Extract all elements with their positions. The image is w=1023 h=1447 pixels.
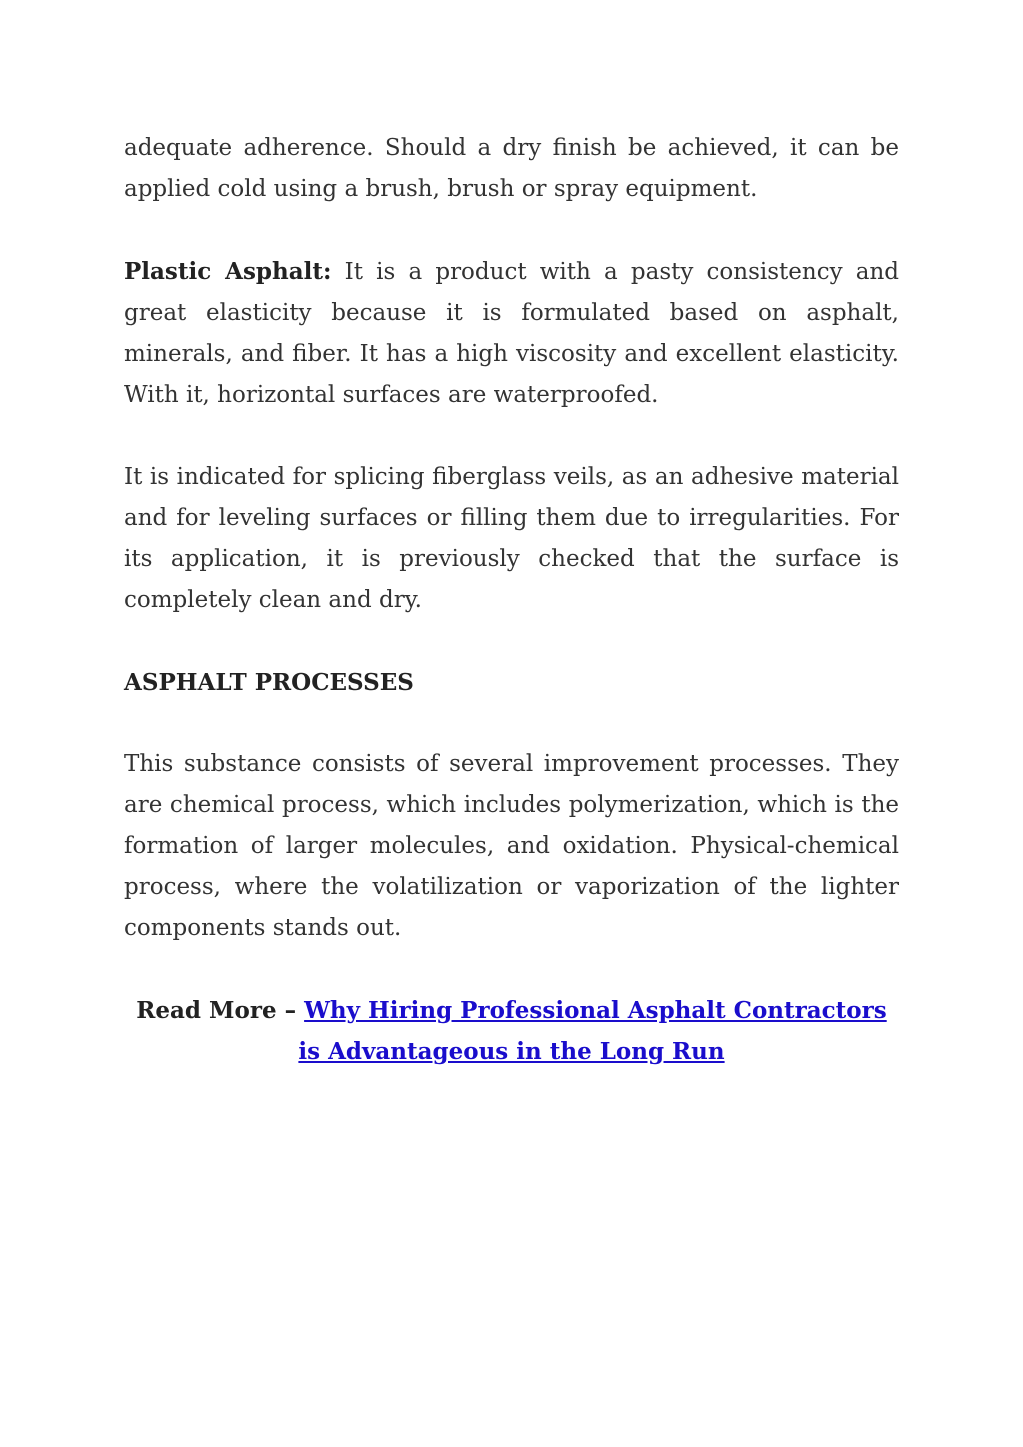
paragraph-processes: This substance consists of several improvement processes. They are chemical process, which includes polymerization, which is the formation of larger molecules, and oxidation. Physical-chemical process, where the volatilization or vaporization of the lighter components stands out. [124,751,899,941]
read-more-label: Read More – [136,997,305,1024]
document-page [124,128,899,1072]
paragraph-indications: It is indicated for splicing fiberglass veils, as an adhesive material and for leveling surfaces or filling them due to irregularities. For its application, it is previously checked that the surface is completely clean and dry. [124,464,899,613]
section-heading: ASPHALT PROCESSES [124,669,414,696]
paragraph-plastic-asphalt [124,251,899,416]
plastic-asphalt-label: Plastic Asphalt: [124,258,332,285]
read-more-link[interactable]: Why Hiring Professional Asphalt Contractors is Advantageous in the Long Run [298,997,887,1065]
plastic-asphalt-text: It is a product with a pasty consistency and great elasticity because it is formulated based on asphalt, minerals, and fiber. It has a high viscosity and excellent elasticity. With it, horizontal surfaces are waterproofed. [124,259,899,408]
read-more [124,990,899,1072]
paragraph-adherence: adequate adherence. Should a dry finish be achieved, it can be applied cold using a brush, brush or spray equipment. [124,135,899,202]
